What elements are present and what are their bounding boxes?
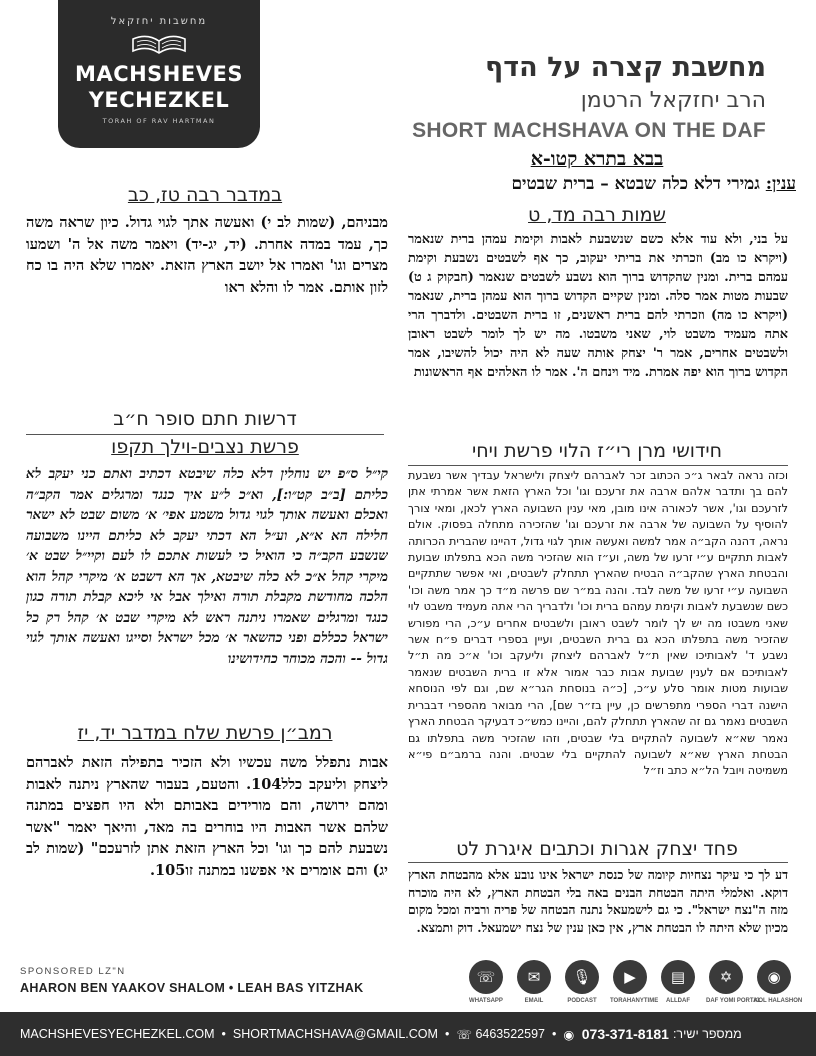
daf-yomi-portal-caption: DAF YOMI PORTAL [706, 998, 762, 1004]
whatsapp-icon: ☏ [469, 960, 503, 994]
chasam-title: דרשות חתם סופר ח״ב [113, 408, 297, 430]
kol-halashon-link[interactable] [754, 960, 803, 1004]
email-caption: EMAIL [524, 998, 544, 1004]
author-name: הרב יחזקאל הרטמן [580, 88, 766, 113]
kol-halashon-small-icon: ◉ [563, 1027, 578, 1042]
podcast-caption: PODCAST [567, 998, 597, 1004]
separator-dot: • [221, 1027, 226, 1041]
alldaf-link[interactable] [658, 960, 698, 1004]
chasam-subtitle: פרשת נצבים-וילך תקפו [111, 436, 299, 458]
podcast-link[interactable] [562, 960, 602, 1004]
logo-title-2: YECHEZKEL [88, 88, 230, 112]
kol-halashon-caption: KOL HALASHON [754, 998, 803, 1004]
separator-dot: • [444, 1027, 450, 1041]
footer-bar [0, 1012, 816, 1056]
whatsapp-caption: WHATSAPP [469, 998, 503, 1004]
phone-us[interactable]: 6463522597 [475, 1027, 545, 1041]
pachad-title: פחד יצחק אגרות וכתבים איגרת לט [456, 838, 738, 860]
sponsor-label: SPONSORED LZ"N [20, 966, 126, 977]
masechta-title: בבא בתרא קטו-א [530, 148, 664, 170]
book-icon [129, 33, 189, 55]
whatsapp-small-icon: ☏ [456, 1027, 476, 1042]
website-link[interactable]: MACHSHEVESYECHEZKEL.COM [20, 1027, 215, 1041]
logo-tagline: TORAH OF RAV HARTMAN [102, 117, 216, 125]
page-title: מחשבת קצרה על הדף [485, 52, 766, 83]
email-link[interactable] [514, 960, 554, 1004]
separator-dot: • [551, 1027, 557, 1041]
podcast-icon: 🎙 [565, 960, 599, 994]
torahanytime-link[interactable] [610, 960, 659, 1004]
sponsor-block [20, 966, 400, 995]
whatsapp-link[interactable] [466, 960, 506, 1004]
ramban-body: אבות נתפלל משה עכשיו ולא הזכיר בתפילה הזאת לאברהם ליצחק וליעקב כלל104. והטעם, בעבור שהארץ ניתנה לאבות ומהם ירושה, והם מורידים באבותם ולא היו חפצים במתנה שלהם אשר האבות היו בוחרים בה מאד, והיאך יאמר "אשר נשבעת להם כך וגו' וכל הארץ הזאת אתן לזרעכם" (שמות לב יג) והם אומרים אי אפשנו במתנה זו105. [26, 754, 388, 879]
inyan-line [398, 174, 796, 194]
inyan-text: גמירי דלא כלה שבטא – ברית שבטים [511, 174, 760, 194]
alldaf-caption: ALLDAF [666, 998, 690, 1004]
logo-title-1: MACHSHEVES [75, 62, 243, 86]
chidushei-title: חידושי מרן רי״ז הלוי פרשת ויחי [472, 440, 722, 462]
kol-halashon-icon: ◉ [757, 960, 791, 994]
email-icon: ✉ [517, 960, 551, 994]
chidushei-divider [408, 465, 788, 466]
torahanytime-caption: TORAHANYTIME [610, 998, 659, 1004]
email-address[interactable]: SHORTMACHSHAVA@GMAIL.COM [232, 1027, 438, 1041]
phone-israel-label: ממספר ישיר: [672, 1027, 742, 1041]
torahanytime-icon: ▶ [613, 960, 647, 994]
pachad-body: דע לך כי עיקר נצחיות קיומה של כנסת ישראל אינו נובע אלא מהבטחת הארץ דוקא. ואלמלי היתה הבטחת הבנים באה בלי הבטחת הארץ, לא היה מוכרח מזה ה"נצח ישראל". כי גם לישמעאל נתנה הבטחה של פריה ורביה ומכל מקום מכיון שלא היתה לו הבטחת ארץ, אין כאן ענין של נצח ישמעאל. דוק ותמצא. [408, 867, 788, 935]
alldaf-icon: ▤ [661, 960, 695, 994]
shemos-title: שמות רבה מד, ט [528, 204, 666, 226]
bamidbar-body: מבניהם, (שמות לב י) ואעשה אתך לגוי גדול. כיון שראה משה כך, עמד במדה אחרת. (יד, יג-יד) ויאמר משה אל ה' ושמעו מצרים וגו' ואמרו אל יושב הארץ הזאת. יאמרו שלא היה בו כח לזון אותם. אמר לו והלא ראו [26, 214, 388, 296]
pachad-divider [408, 862, 788, 863]
bamidbar-title: במדבר רבה טז, כב [127, 184, 283, 206]
ramban-title: רמב״ן פרשת שלח במדבר יד, יז [77, 722, 333, 744]
inyan-label: ענין: [765, 174, 796, 194]
logo [58, 0, 260, 148]
chasam-divider [26, 434, 384, 435]
english-title: SHORT MACHSHAVA ON THE DAF [412, 119, 766, 142]
chasam-body: קי״ל ס״פ יש נוחלין דלא כלה שיבטא דכתיב ואתם כני יעקב לא כליתם [ב״ב קט״ו:], וא״כ ל״ע איך כנגד ומרגלים אמר הקב״ה ואכלם ואעשה אותך לגוי גדול משמע אפי׳ א׳ משום שבט לא ישאר חלילה הא א״א, וע״ל הא דכתי יעקב לא כליתם היינו משבועה שנשבע הקב״ה כי הואיל כי לעשות אתכם לו לעם וקיי״ל שבט א׳ מיקרי קהל א״כ לא כלה שיבטא, אך הא דשבט א׳ מיקרי קהל הוא הלכה מחודשת מקבלת תורה ואילך אבל אי ליכא קבלת תורה כגון כנגד ומרגלים שאמרו ניתנה ראש לא מיקרי שבט א׳ קהל רק כל ישראל ככללם ופני כהשאר א׳ מכל ישראל וסייגו ואעשה אותך לגוי גדול -- והכה מכוחר כחידושינו [26, 466, 388, 667]
media-links [466, 960, 803, 1004]
daf-yomi-portal-icon: ✡ [709, 960, 743, 994]
daf-yomi-portal-link[interactable] [706, 960, 762, 1004]
phone-israel[interactable]: 073-371-8181 [581, 1026, 669, 1042]
shemos-body: על בני, ולא עוד אלא כשם שנשבעת לאבות וקימת עמהן ברית שנאמר (ויקרא כו מב) וזכרתי את בריתי יעקוב, כך אף לשבטים נשבעת וקימת עמהם ברית. ומנין שהקדוש ברוך הוא נשבע לשבטים שנאמר (חבקוק ג ט) שבעות מטות אמר סלה. ומנין שקיים הקדוש ברוך הוא עמהן ברית, שנאמר (ויקרא כו מה) וזכרתי להם ברית ראשנים, זו ברית השבטים. ולדברך הרי אתה מעמיד משבט לוי, שאני משבטו. מה יש לך לומר לשבט ראובן ולשבטים אחרים, אמר ר' יצחק אותה שעה לא היה יכול להשיבו, אמר הקדוש ברוך הוא יפה אמרת. מיד וינחם ה'. אמר לו האלהים אף הראשונות [408, 232, 788, 380]
logo-hebrew: מחשבות יחזקאל [110, 16, 208, 27]
chidushei-body: וכזה נראה לבאר ג״כ הכתוב זכר לאברהם ליצחק ולישראל עבדיך אשר נשבעת להם בך ותדבר אלהם ארבה את זרעכם וגו' וכל הארץ הזאת אשר אמרתי אתן לזרעכם וגו', אשר לכאורה אינו מובן, מאי ענין השבועה הארץ לכאן, ומאי צורך להוסיף על השבועה של ארבה את זרעכם וגו' שהזכירה מתחלה בפסוק. אולם נראה, דהנה הקב״ה אמר למשה ואעשה אותך לגוי גדול, דהיינו שהברית הכרותה לאבות תתקיים ע״י זרעו של משה, וע״ז הוא שהזכיר משה הכא בתפלתו שבועת והבטחת הארץ שהקב״ה הבטיח שהארץ תתחלק לשבטים, ואי אפשר שתתקיים השבועה ע״י זרעו של משה לבד. והנה במ״ר שם פרשה מ״ד כך אמר משה וכו' כשם שנשבעת לאבות וקימת עמהם ברית וכו' ולדבריך הרי אתה מעמיד משבט לוי שאני משבטו מה יש לך לומר לשבט ראובן ולשבטים אחרים ע״כ, הרי מפורש שהזכיר משה בתפלתו הכא גם ברית השבטים, ועיין בספרי דברים פ״ח אשר נשבע ד' לאבותיכו שאין ת״ל לאברהם ליצחק וליעקב וכו' א״כ מה ת״ל לאבותיכם אם לענין שבועת אבות כבר אמור אלא זו ברית השבטים שנאמר שבועות מטות אומר סלע ע״כ, [כ״ה בנוסחת הגר״א שם, וגם לפי הנוסחא הישנה דברי הספרי מתפרשים כן, עיין בז״ר שם], הרי מבואר מהספרי דבברית השבטים נאמר גם זה שהארץ תתחלק להם, והיינו כמש״כ דבעיקר הבטחת הארץ נאמר שא״א לשבועה להתקיים בלי שבטים, וזהו שהזכיר משה בתפלתו גם הבטחת הארץ שא״א לשבועה להתקיים בלי שבטים. והנה ברמב״ם פי״א משמיטה ויובל הל״א כתב וז״ל [408, 469, 788, 778]
sponsor-names: AHARON BEN YAAKOV SHALOM • LEAH BAS YITZHAK [20, 981, 364, 995]
